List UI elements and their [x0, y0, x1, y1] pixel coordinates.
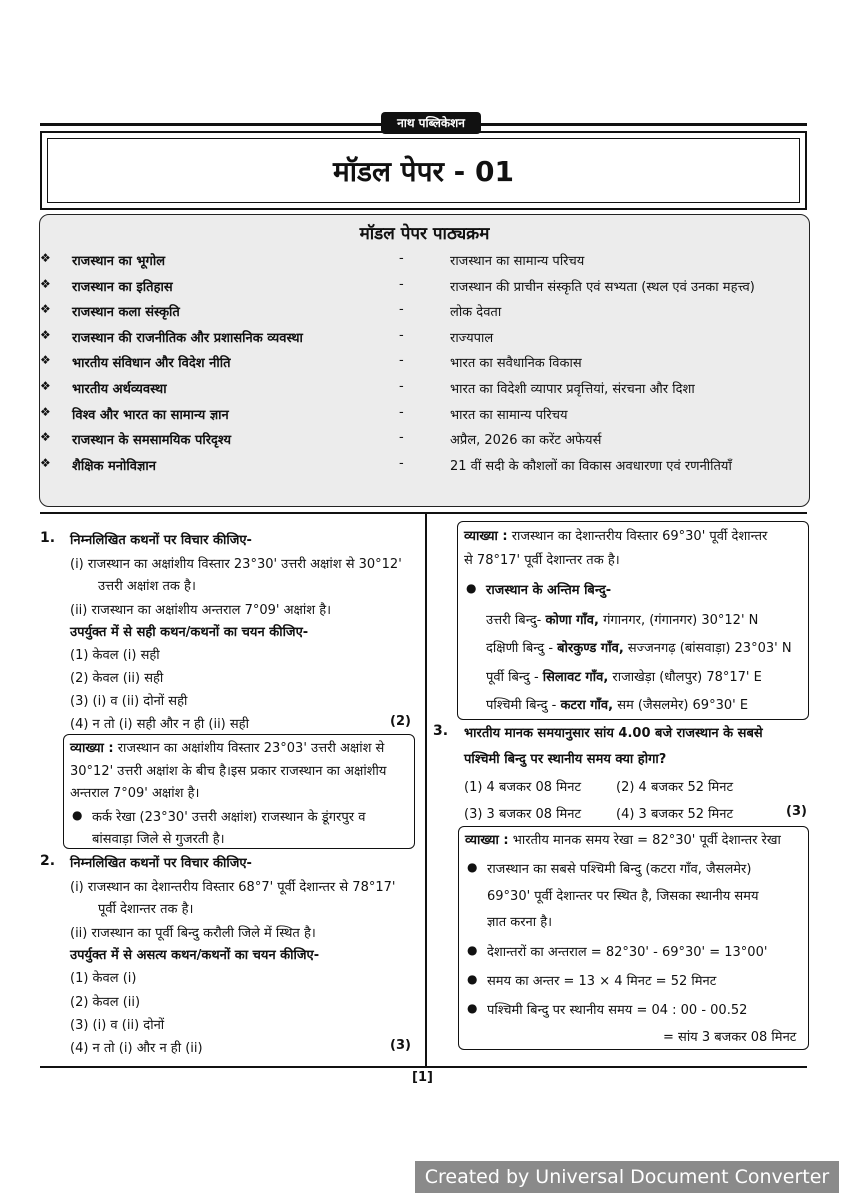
syllabus-row [40, 353, 809, 375]
answer: (2) [390, 714, 411, 729]
explanation-line: व्याख्या : राजस्थान का देशान्तरीय विस्तार 69°30' पूर्वी देशान्तर [464, 529, 768, 544]
diamond-bullet-icon: ❖ [40, 276, 51, 291]
answer: (3) [786, 804, 807, 819]
syllabus-row [40, 456, 809, 478]
publisher-tag: नाथ पब्लिकेशन [381, 112, 481, 134]
syllabus-row [40, 251, 809, 273]
diamond-bullet-icon: ❖ [40, 251, 51, 265]
question-stem: निम्नलिखित कथनों पर विचार कीजिए- [70, 856, 252, 871]
bullet-icon: ● [467, 1001, 478, 1015]
statement: (i) राजस्थान का अक्षांशीय विस्तार 23°30' उत्तरी अक्षांश से 30°12' [70, 557, 402, 572]
syllabus-subject: राजस्थान के समसामयिक परिदृश्य [72, 433, 231, 449]
extreme-point-south: दक्षिणी बिन्दु - बोरकुण्ड गाँव, सज्जनगढ़ (बांसवाड़ा) 23°03' N [486, 641, 792, 656]
explanation-heading: राजस्थान के अन्तिम बिन्दु- [486, 583, 612, 598]
explanation-line: 30°12' उत्तरी अक्षांश के बीच है।इस प्रकार राजस्थान का अक्षांशीय [70, 764, 387, 779]
extreme-point-east: पूर्वी बिन्दु - सिलावट गाँव, राजाखेड़ा (धौलपुर) 78°17' E [486, 670, 762, 685]
explanation-line: पश्चिमी बिन्दु पर स्थानीय समय = 04 : 00 - 00.52 [487, 1003, 748, 1018]
syllabus-dash: - [399, 430, 404, 446]
syllabus-row [40, 328, 809, 350]
option: (4) न तो (i) सही और न ही (ii) सही [70, 717, 249, 732]
explanation-label: व्याख्या : [464, 529, 508, 544]
diamond-bullet-icon: ❖ [40, 302, 51, 317]
syllabus-dash: - [399, 302, 404, 318]
explanation-box [63, 734, 415, 849]
explanation-line: = सांय 3 बजकर 08 मिनट [663, 1030, 797, 1045]
syllabus-subject: राजस्थान की राजनीतिक और प्रशासनिक व्यवस्था [72, 330, 303, 346]
explanation-line: अन्तराल 7°09' अक्षांश है। [70, 786, 200, 801]
syllabus-row [40, 277, 809, 299]
option: (3) (i) व (ii) दोनों [70, 1018, 165, 1033]
explanation-line: कर्क रेखा (23°30' उत्तरी अक्षांश) राजस्थान के डूंगरपुर व [92, 810, 366, 825]
explanation-line: राजस्थान का सबसे पश्चिमी बिन्दु (कटरा गाँव, जैसलमेर) [487, 862, 752, 877]
syllabus-subject: राजस्थान का भूगोल [72, 254, 166, 269]
explanation-label: व्याख्या : [465, 833, 509, 848]
syllabus-row [40, 379, 809, 401]
explanation-line: बांसवाड़ा जिले से गुजरती है। [92, 832, 225, 847]
extreme-point-west: पश्चिमी बिन्दु - कटरा गाँव, सम (जैसलमेर) 69°30' E [486, 698, 749, 713]
statement: (ii) राजस्थान का पूर्वी बिन्दु करौली जिले में स्थित है। [70, 926, 316, 941]
syllabus-topic: अप्रैल, 2026 का करेंट अफेयर्स [450, 433, 602, 449]
option: (4) न तो (i) और न ही (ii) [70, 1041, 203, 1056]
explanation-line: व्याख्या : राजस्थान का अक्षांशीय विस्तार 23°03' उत्तरी अक्षांश से [70, 741, 385, 756]
syllabus-title: मॉडल पेपर पाठ्यक्रम [359, 224, 490, 244]
bullet-icon: ● [72, 808, 83, 822]
diamond-bullet-icon: ❖ [40, 455, 51, 470]
statement: (i) राजस्थान का देशान्तरीय विस्तार 68°7' पूर्वी देशान्तर से 78°17' [70, 880, 396, 895]
explanation-label: व्याख्या : [70, 741, 114, 756]
answer: (3) [390, 1038, 411, 1053]
question-prompt: उपर्युक्त में से सही कथन/कथनों का चयन कीजिए- [70, 625, 309, 640]
column-top-rule [40, 512, 807, 514]
syllabus-dash: - [399, 455, 404, 471]
explanation-line: ज्ञात करना है। [487, 915, 553, 930]
syllabus-dash: - [399, 327, 404, 343]
page-number: [1] [412, 1070, 433, 1085]
option: (1) केवल (i) [70, 971, 137, 986]
title-frame [40, 131, 807, 210]
option: (2) केवल (ii) [70, 995, 141, 1010]
question-prompt: उपर्युक्त में से असत्य कथन/कथनों का चयन कीजिए- [70, 948, 320, 963]
option: (2) 4 बजकर 52 मिनट [616, 780, 734, 795]
column-bottom-rule [40, 1066, 807, 1068]
statement: पूर्वी देशान्तर तक है। [98, 902, 194, 917]
explanation-line: 69°30' पूर्वी देशान्तर पर स्थित है, जिसका स्थानीय समय [487, 889, 759, 904]
question-stem: भारतीय मानक समयानुसार सांय 4.00 बजे राजस्थान के सबसे [464, 726, 763, 741]
bullet-icon: ● [467, 972, 478, 986]
explanation-line: समय का अन्तर = 13 × 4 मिनट = 52 मिनट [487, 974, 717, 989]
syllabus-topic: भारत का सामान्य परिचय [450, 407, 568, 423]
diamond-bullet-icon: ❖ [40, 327, 51, 342]
bullet-icon: ● [466, 581, 477, 595]
explanation-box [457, 521, 809, 720]
explanation-line: व्याख्या : भारतीय मानक समय रेखा = 82°30' पूर्वी देशान्तर रेखा [465, 833, 781, 848]
syllabus-topic: राजस्थान की प्राचीन संस्कृति एवं सभ्यता (स्थल एवं उनका महत्त्व) [450, 279, 755, 295]
syllabus-subject: राजस्थान कला संस्कृति [72, 305, 180, 321]
watermark: Created by Universal Document Converter [415, 1161, 839, 1193]
syllabus-topic: भारत का विदेशी व्यापार प्रवृत्तियां, संरचना और दिशा [450, 382, 695, 397]
question-number: 1. [40, 530, 56, 546]
explanation-box [458, 826, 809, 1050]
syllabus-dash: - [399, 379, 404, 394]
option: (2) केवल (ii) सही [70, 671, 164, 686]
syllabus-dash: - [399, 251, 404, 266]
explanation-line: देशान्तरों का अन्तराल = 82°30' - 69°30' = 13°00' [487, 945, 768, 960]
syllabus-subject: शैक्षिक मनोविज्ञान [72, 458, 156, 474]
option: (3) (i) व (ii) दोनों सही [70, 694, 188, 709]
syllabus-topic: 21 वीं सदी के कौशलों का विकास अवधारणा एवं रणनीतियाँ [450, 458, 732, 474]
extreme-point-north: उत्तरी बिन्दु- कोणा गाँव, गंगानगर, (गंगानगर) 30°12' N [486, 613, 759, 628]
question-stem: निम्नलिखित कथनों पर विचार कीजिए- [70, 533, 252, 548]
syllabus-topic: भारत का सवैधानिक विकास [450, 356, 582, 372]
syllabus-dash: - [399, 276, 404, 292]
syllabus-row [40, 430, 809, 452]
diamond-bullet-icon: ❖ [40, 404, 51, 419]
question-stem: पश्चिमी बिन्दु पर स्थानीय समय क्या होगा? [464, 752, 667, 767]
diamond-bullet-icon: ❖ [40, 379, 51, 393]
syllabus-topic: राजस्थान का सामान्य परिचय [450, 254, 585, 269]
syllabus-dash: - [399, 353, 404, 369]
syllabus-subject: भारतीय संविधान और विदेश नीति [72, 356, 231, 372]
syllabus-row [40, 302, 809, 324]
syllabus-box [39, 214, 810, 507]
diamond-bullet-icon: ❖ [40, 353, 51, 368]
syllabus-topic: राज्यपाल [450, 330, 494, 346]
explanation-line: से 78°17' पूर्वी देशान्तर तक है। [464, 553, 620, 568]
syllabus-subject: भारतीय अर्थव्यवस्था [72, 382, 167, 397]
diamond-bullet-icon: ❖ [40, 430, 51, 445]
syllabus-dash: - [399, 404, 404, 420]
syllabus-subject: राजस्थान का इतिहास [72, 279, 173, 295]
syllabus-topic: लोक देवता [450, 305, 502, 321]
syllabus-subject: विश्व और भारत का सामान्य ज्ञान [72, 407, 229, 423]
question-number: 3. [433, 723, 449, 739]
option: (1) 4 बजकर 08 मिनट [464, 780, 582, 795]
bullet-icon: ● [467, 860, 478, 874]
page-title: मॉडल पेपर - 01 [47, 138, 800, 203]
statement: (ii) राजस्थान का अक्षांशीय अन्तराल 7°09' अक्षांश है। [70, 603, 332, 618]
statement: उत्तरी अक्षांश तक है। [98, 579, 196, 594]
option: (4) 3 बजकर 52 मिनट [616, 807, 734, 822]
column-divider [425, 512, 427, 1067]
syllabus-row [40, 405, 809, 427]
question-number: 2. [40, 853, 56, 869]
option: (1) केवल (i) सही [70, 648, 160, 663]
bullet-icon: ● [467, 943, 478, 957]
option: (3) 3 बजकर 08 मिनट [464, 807, 582, 822]
